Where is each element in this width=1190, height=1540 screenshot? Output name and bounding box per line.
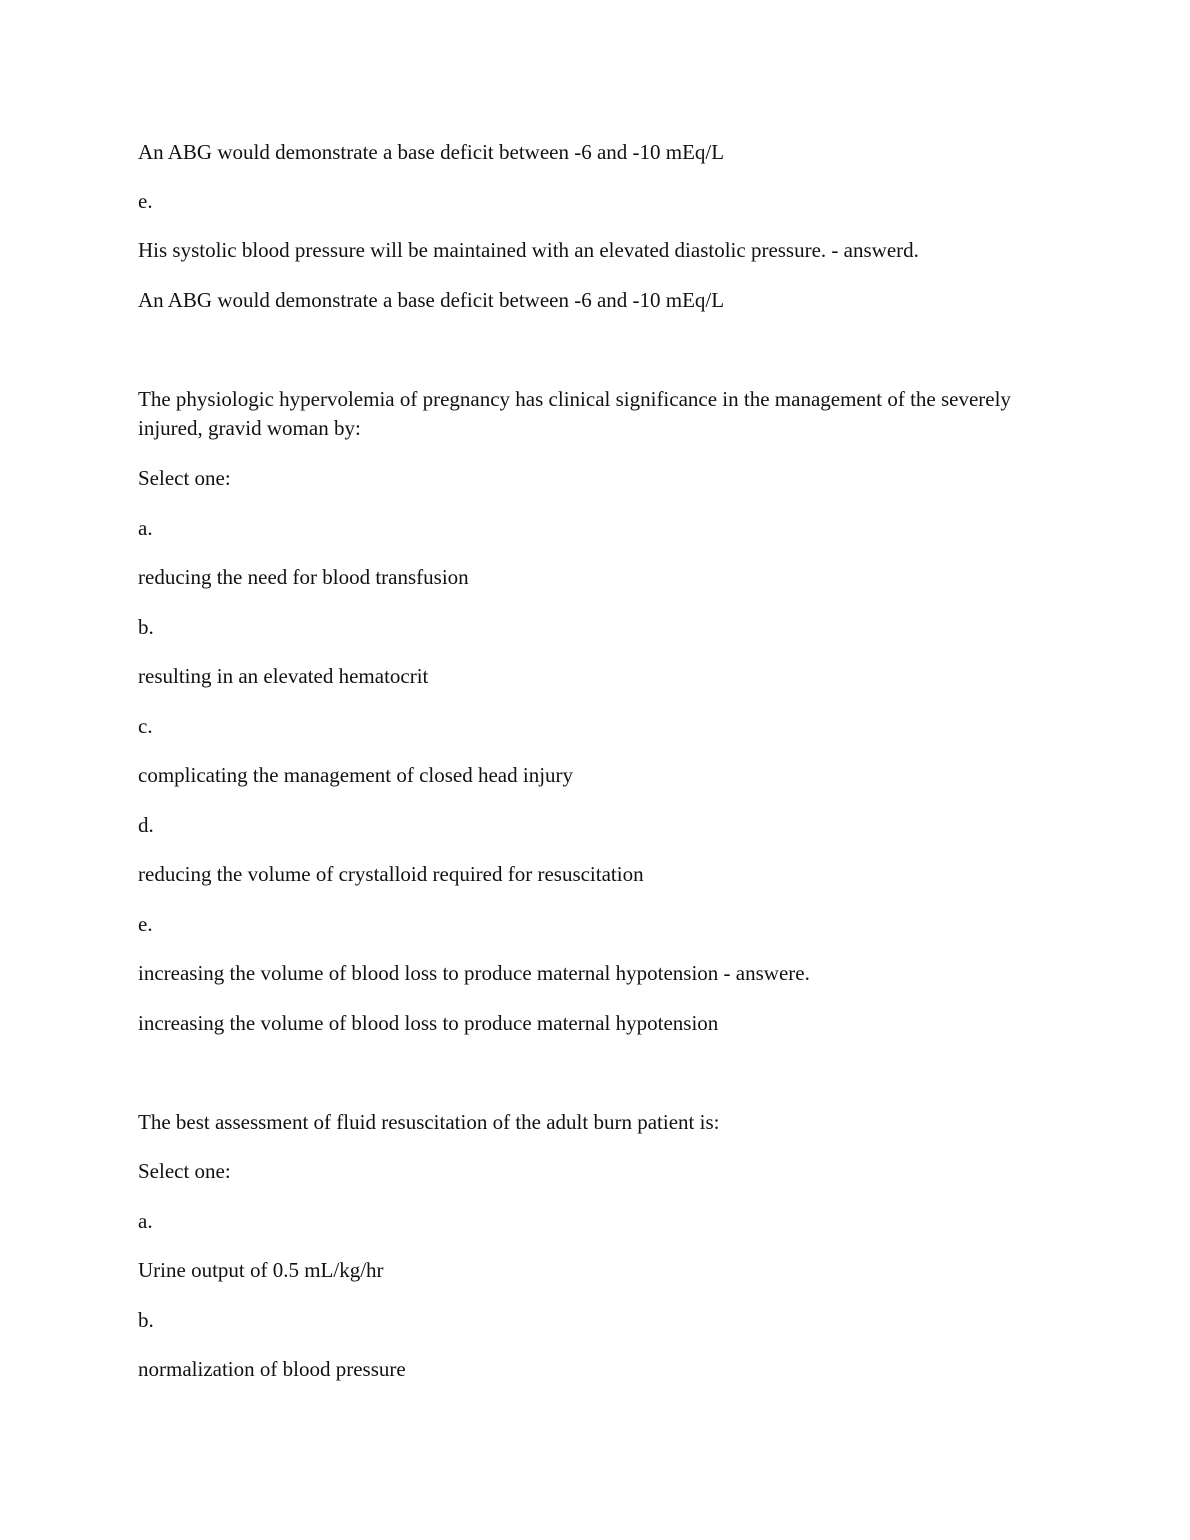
option-text: normalization of blood pressure — [138, 1357, 406, 1381]
option-text: complicating the management of closed head injury — [138, 763, 574, 787]
question-stem: The best assessment of fluid resuscitation of the adult burn patient is: — [138, 1110, 720, 1134]
option-text: increasing the volume of blood loss to produce maternal hypotension - answere. — [138, 961, 810, 985]
select-one-prompt: Select one: — [138, 466, 231, 490]
option-letter: a. — [138, 516, 153, 540]
previous-option-e-text: His systolic blood pressure will be maintained with an elevated diastolic pressure. - answerd. — [138, 238, 919, 262]
answer-text: increasing the volume of blood loss to produce maternal hypotension — [138, 1011, 719, 1035]
option-text: resulting in an elevated hematocrit — [138, 664, 429, 688]
previous-option-e-letter: e. — [138, 189, 153, 213]
option-letter: b. — [138, 615, 154, 639]
option-text: Urine output of 0.5 mL/kg/hr — [138, 1258, 384, 1282]
previous-option-d-text: An ABG would demonstrate a base deficit between -6 and -10 mEq/L — [138, 140, 725, 164]
option-letter: a. — [138, 1209, 153, 1233]
option-letter: c. — [138, 714, 153, 738]
option-text: reducing the need for blood transfusion — [138, 565, 469, 589]
option-letter: e. — [138, 912, 153, 936]
option-letter: d. — [138, 813, 154, 837]
option-text: reducing the volume of crystalloid required for resuscitation — [138, 862, 644, 886]
question-stem: The physiologic hypervolemia of pregnancy has clinical significance in the management of the severely injured, gravid woman by: — [138, 387, 1011, 440]
previous-answer-text: An ABG would demonstrate a base deficit between -6 and -10 mEq/L — [138, 288, 725, 312]
option-letter: b. — [138, 1308, 154, 1332]
select-one-prompt: Select one: — [138, 1159, 231, 1183]
